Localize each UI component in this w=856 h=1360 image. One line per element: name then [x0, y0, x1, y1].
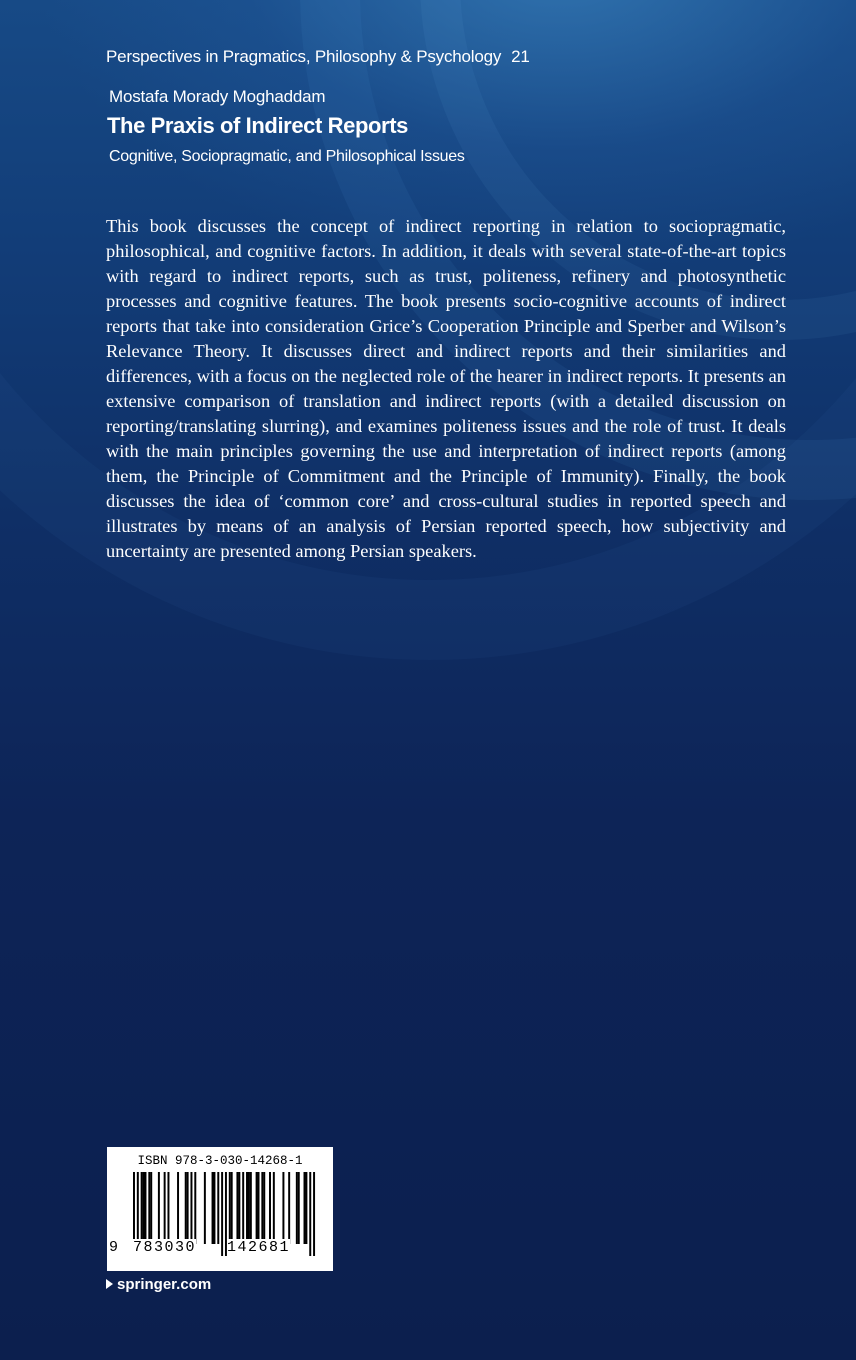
ean-right-group: 142681: [227, 1239, 291, 1256]
isbn-label: ISBN 978-3-030-14268-1: [137, 1154, 303, 1168]
barcode-bar: [282, 1172, 284, 1244]
barcode-bar: [167, 1172, 169, 1244]
publisher-url: springer.com: [117, 1276, 212, 1293]
barcode-guard-bar: [313, 1172, 315, 1256]
barcode-bar: [204, 1172, 206, 1244]
author-name: Mostafa Morady Moghaddam: [109, 87, 326, 106]
barcode-bar: [242, 1172, 244, 1244]
book-subtitle: Cognitive, Sociopragmatic, and Philosophical Issues: [109, 148, 465, 165]
barcode-bar: [150, 1172, 152, 1244]
barcode-bar: [141, 1172, 143, 1244]
book-description: This book discusses the concept of indirect reporting in relation to sociopragmatic, philosophical, and cognitive factors. In addition, it deals with several state-of-the-art topics with regard to indirect reports, such as trust, politeness, refinery and photosynthetic processes and cognitive features. The book presents socio-cognitive accounts of indirect reports that take into consideration Grice’s Cooperation Principle and Sperber and Wilson’s Relevance Theory. It discusses direct and indirect reports and their similarities and differences, with a focus on the neglected role of the hearer in indirect reports. It presents an extensive comparison of translation and indirect reports (with a detailed discussion on reporting/translating slurring), and examines politeness issues and the role of trust. It deals with the main principles governing the use and interpretation of indirect reports (among them, the Principle of Commitment and the Principle of Immunity). Finally, the book discusses the idea of ‘common core’ and cross-cultural studies in reported speech and illustrates by means of an analysis of Persian reported speech, how subjectivity and uncertainty are presented among Persian speakers.: [106, 216, 786, 561]
barcode-guard-bar: [221, 1172, 223, 1256]
ean-left-group: 783030: [133, 1239, 197, 1256]
barcode-bar: [213, 1172, 215, 1244]
barcode-bar: [298, 1172, 300, 1244]
arrow-right-icon: [106, 1279, 113, 1289]
barcode-bar: [305, 1172, 307, 1244]
barcode-bar: [296, 1172, 298, 1244]
barcode-bar: [250, 1172, 252, 1244]
barcode-bar: [143, 1172, 145, 1244]
barcode-guard-bar: [309, 1172, 311, 1256]
book-title: The Praxis of Indirect Reports: [107, 113, 408, 138]
barcode-bar: [256, 1172, 258, 1244]
barcode-bar: [246, 1172, 248, 1244]
publisher-link[interactable]: [106, 1276, 211, 1293]
barcode-bar: [187, 1172, 189, 1244]
ean-first-digit: 9: [109, 1239, 119, 1256]
barcode-bar: [229, 1172, 231, 1244]
barcode-bar: [288, 1172, 290, 1244]
barcode-bar: [261, 1172, 263, 1244]
series-volume: 21: [511, 47, 530, 66]
barcode-bar: [248, 1172, 250, 1244]
barcode-bar: [212, 1172, 214, 1244]
barcode-bar: [258, 1172, 260, 1244]
barcode-bar: [144, 1172, 146, 1244]
barcode-bar: [194, 1172, 196, 1244]
barcode-bar: [217, 1172, 219, 1244]
barcode-bar: [185, 1172, 187, 1244]
barcode-bar: [263, 1172, 265, 1244]
barcode-bar: [177, 1172, 179, 1244]
isbn-barcode: [107, 1147, 333, 1271]
barcode-bar: [238, 1172, 240, 1244]
series-name: Perspectives in Pragmatics, Philosophy & Psychology: [106, 47, 502, 66]
barcode-bar: [269, 1172, 271, 1244]
barcode-bar: [164, 1172, 166, 1244]
barcode-bar: [148, 1172, 150, 1244]
barcode-bar: [190, 1172, 192, 1244]
barcode-bar: [273, 1172, 275, 1244]
barcode-bar: [304, 1172, 306, 1244]
barcode-bar: [158, 1172, 160, 1244]
barcode-bar: [236, 1172, 238, 1244]
series-heading: [106, 47, 806, 67]
barcode-bar: [231, 1172, 233, 1244]
